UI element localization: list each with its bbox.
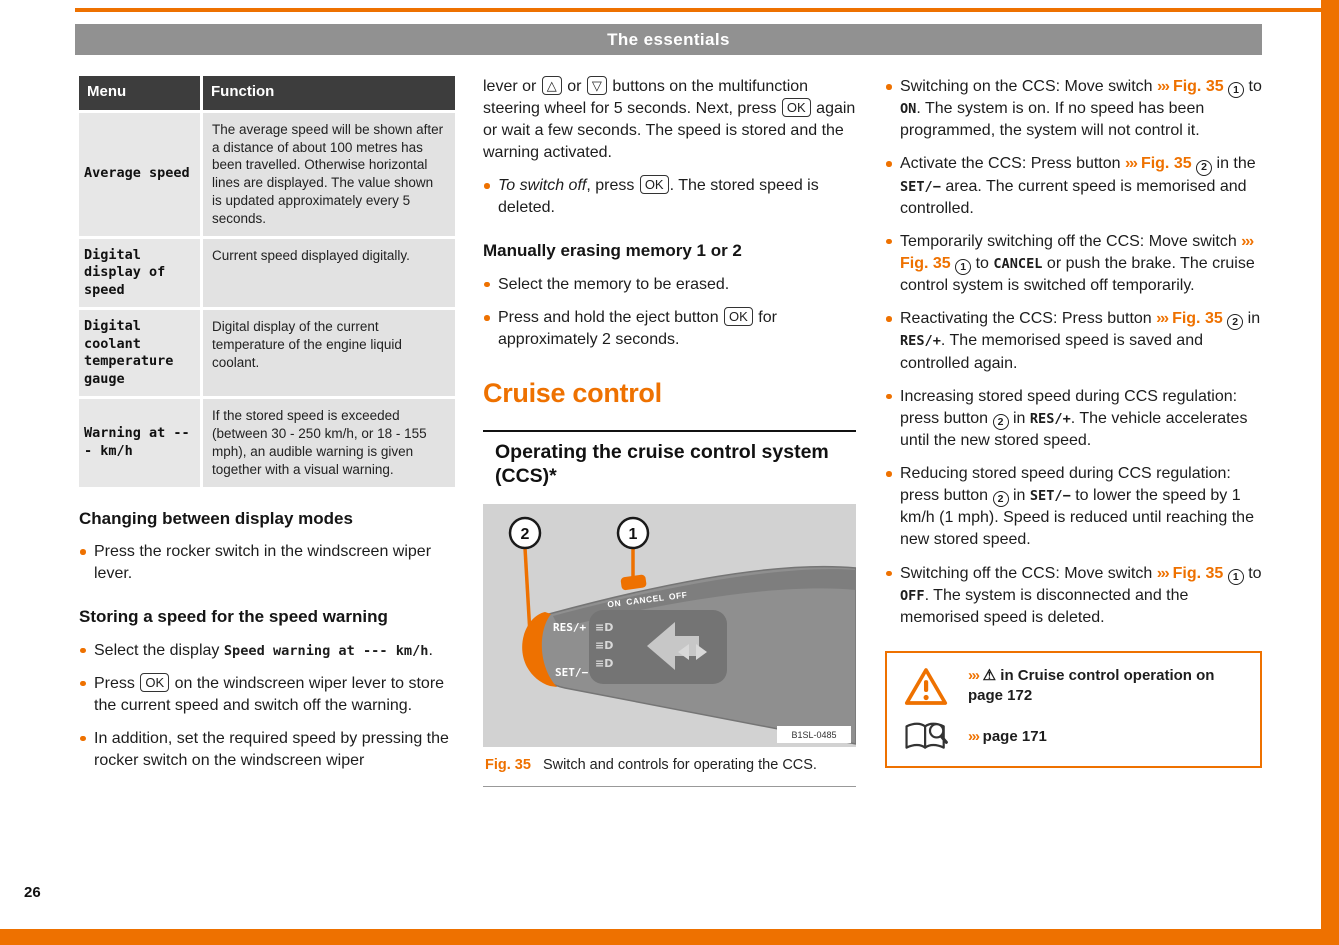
- bullet-in-addition: In addition, set the required speed by pressing the rocker switch on the windscreen wiper: [79, 728, 455, 772]
- bullet-activate: Activate the CCS: Press button ››› Fig. 35 2 in the SET/− area. The current speed is memorised and controlled.: [885, 153, 1262, 219]
- page-number: 26: [24, 884, 41, 901]
- heading-storing-speed: Storing a speed for the speed warning: [79, 607, 388, 627]
- heading-erasing-memory: Manually erasing memory 1 or 2: [483, 241, 742, 261]
- table-cell-function: If the stored speed is exceeded (between 30 - 250 km/h, or 18 - 155 mph), an audible warning is given together with a visual warning.: [203, 399, 455, 486]
- bullet-switch-off-warning: To switch off, press OK . The stored speed is deleted.: [483, 175, 856, 219]
- callout-2: 2: [520, 525, 530, 543]
- frame-bottom-bar: [0, 929, 1339, 945]
- right-column: [885, 76, 1262, 768]
- warning-reference-row: [902, 666, 1245, 707]
- table-cell-menu: Digital coolant temperature gauge: [79, 310, 200, 396]
- page-reference-row: [902, 721, 1245, 753]
- reference-note-box: [885, 651, 1262, 769]
- label-off: OFF: [668, 589, 688, 602]
- bullet-switching-on: Switching on the CCS: Move switch ››› Fig. 35 1 to ON. The system is on. If no speed has been programmed, the system will not control it.: [885, 76, 1262, 142]
- left-column: [79, 76, 455, 783]
- bullet-switching-off: Switching off the CCS: Move switch ››› Fig. 35 1 to OFF. The system is disconnected and the memorised speed is deleted.: [885, 563, 1262, 629]
- table-cell-function: The average speed will be shown after a distance of about 100 metres has been travelled. Otherwise horizontal lines are displayed. The value shown is updated approximately every 5 seconds.: [203, 113, 455, 236]
- intro-continuation-paragraph: lever or △ or ▽ buttons on the multifunction steering wheel for 5 seconds. Next, press OK again or wait a few seconds. The speed is stored and the warning activated.: [483, 78, 856, 162]
- headlight-icon: ≡D: [595, 638, 614, 652]
- book-magnifier-icon: [902, 721, 950, 753]
- frame-top-rule: [75, 8, 1339, 12]
- figure-caption: [483, 747, 856, 787]
- callout-1: 1: [628, 525, 638, 543]
- bullet-press-hold-eject: Press and hold the eject button OK for approximately 2 seconds.: [483, 307, 856, 351]
- label-set-minus: SET/−: [555, 665, 589, 679]
- bullet-press-ok: Press OK on the windscreen wiper lever to store the current speed and switch off the warning.: [79, 673, 455, 717]
- bullet-temporarily-off: Temporarily switching off the CCS: Move switch ››› Fig. 35 1 to CANCEL or push the brake. The cruise control system is switched off temporarily.: [885, 231, 1262, 297]
- label-on: ON: [606, 597, 622, 610]
- label-cancel: CANCEL: [625, 592, 665, 607]
- chapter-title: The essentials: [607, 29, 730, 49]
- warning-triangle-icon: [902, 667, 950, 706]
- headlight-icon: ≡D: [595, 656, 614, 670]
- bullet-increasing-speed: Increasing stored speed during CCS regulation: press button 2 in RES/+. The vehicle accelerates until the new stored speed.: [885, 386, 1262, 452]
- label-res-plus: RES/+: [553, 620, 587, 634]
- chapter-header: [75, 24, 1262, 55]
- table-cell-function: Current speed displayed digitally.: [203, 239, 455, 308]
- middle-column: [483, 76, 856, 787]
- table-cell-function: Digital display of the current temperature of the engine liquid coolant.: [203, 310, 455, 396]
- headlight-icon: ≡D: [595, 620, 614, 634]
- bullet-reducing-speed: Reducing stored speed during CCS regulation: press button 2 in SET/− to lower the speed by 1 km/h (1 mph). Speed is reduced until reaching the new stored speed.: [885, 463, 1262, 551]
- table-header-menu: Menu: [79, 76, 200, 110]
- page-reference-text: ››› page 171: [968, 728, 1047, 746]
- section-title-cruise-control: Cruise control: [483, 378, 662, 409]
- bullet-select-memory: Select the memory to be erased.: [483, 274, 856, 296]
- figure-35: [483, 504, 856, 747]
- figure-caption-text: Switch and controls for operating the CCS.: [542, 756, 817, 773]
- bullet-reactivating: Reactivating the CCS: Press button ››› Fig. 35 2 in RES/+. The memorised speed is saved and controlled again.: [885, 308, 1262, 374]
- frame-right-bar: [1321, 0, 1339, 945]
- figure-code: B1SL-0485: [791, 729, 837, 740]
- heading-display-modes: Changing between display modes: [79, 508, 353, 528]
- bullet-rocker-switch: Press the rocker switch in the windscreen wiper lever.: [79, 541, 455, 585]
- bullet-select-display: Select the display Speed warning at --- km/h.: [79, 640, 455, 662]
- table-cell-menu: Average speed: [79, 113, 200, 236]
- table-cell-menu: Warning at --- km/h: [79, 399, 200, 486]
- subsection-title-ccs: Operating the cruise control system (CCS)*: [483, 430, 856, 504]
- ccs-stalk-illustration: [483, 504, 856, 747]
- table-header-function: Function: [203, 76, 455, 110]
- warning-reference-text: ››› ⚠ in Cruise control operation on page 172: [968, 666, 1215, 705]
- menu-function-table: [79, 76, 455, 487]
- table-cell-menu: Digital display of speed: [79, 239, 200, 308]
- figure-caption-label: Fig. 35: [485, 756, 531, 773]
